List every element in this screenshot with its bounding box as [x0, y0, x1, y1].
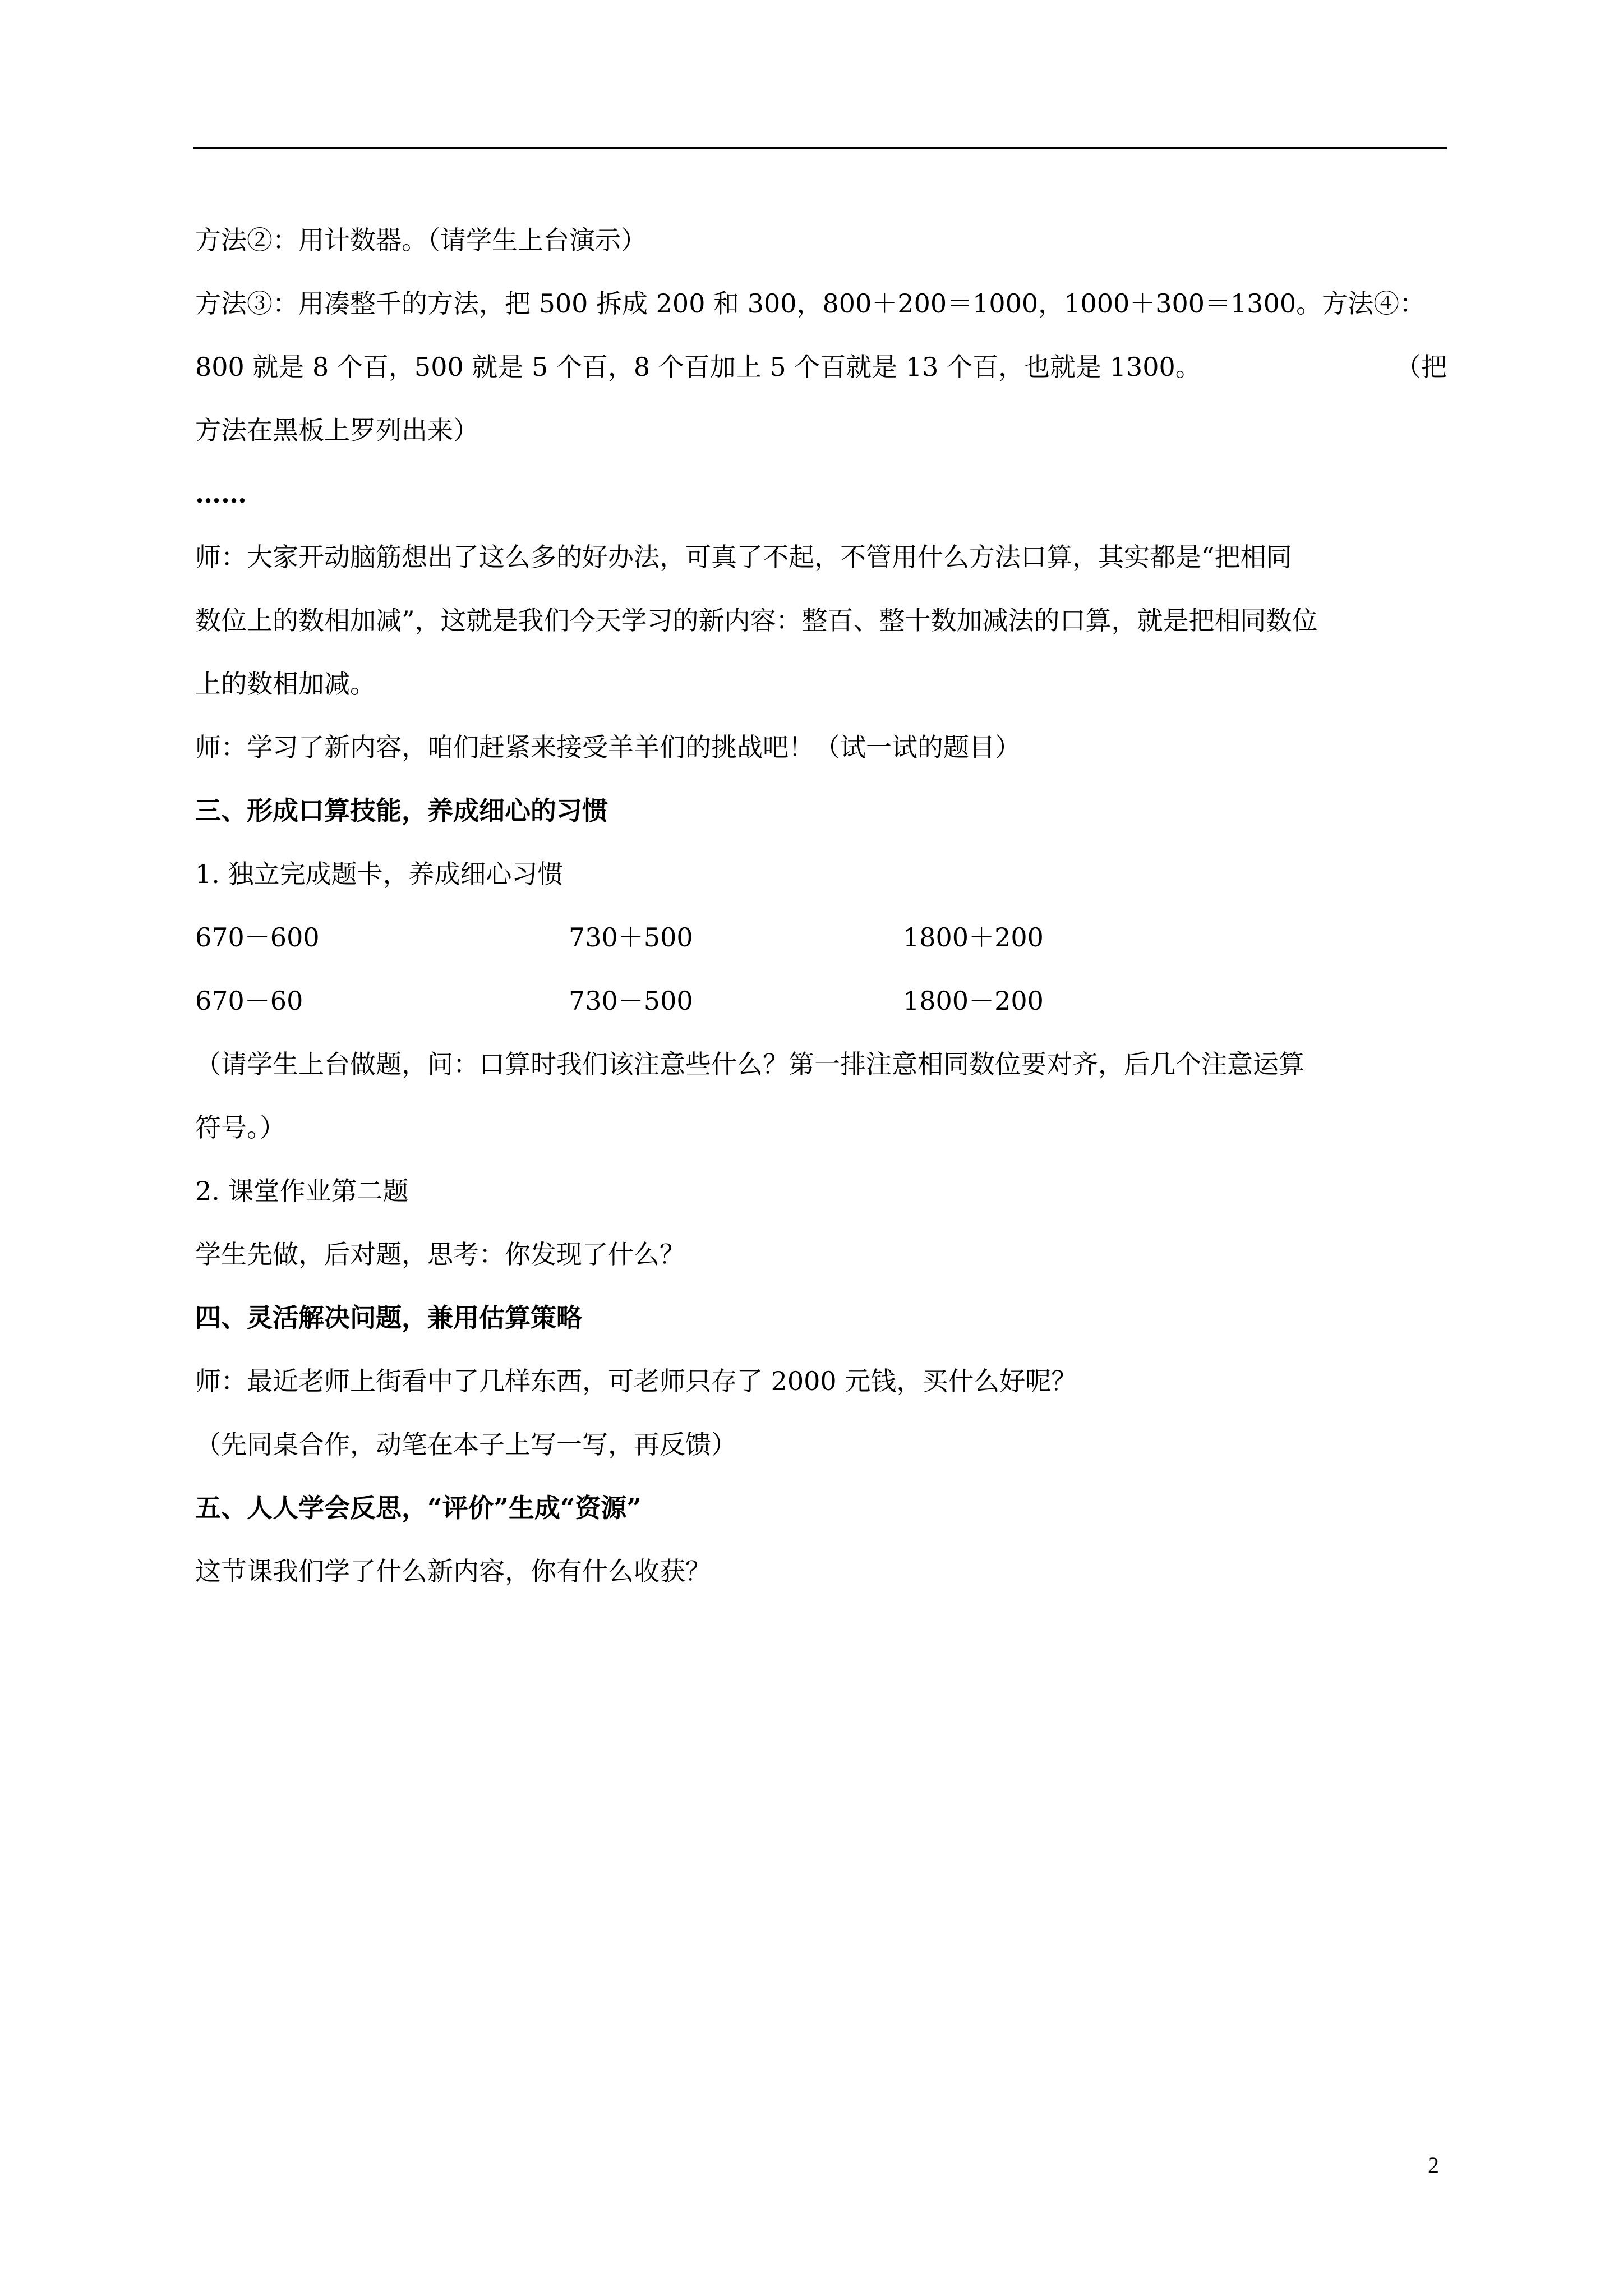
expression: 1800＋200 [903, 922, 1044, 953]
section-5-heading: 五、人人学会反思，“评价”生成“资源” [195, 1493, 642, 1523]
expression: 1800－200 [903, 986, 1044, 1016]
method-4-continuation: 方法在黑板上罗列出来） [195, 415, 479, 445]
method-4-text: 800 就是 8 个百，500 就是 5 个百，8 个百加上 5 个百就是 13 个百，也就是 1300。 [195, 352, 1201, 382]
expression: 670－600 [195, 922, 320, 953]
teacher-remark-1-line-1: 师：大家开动脑筋想出了这么多的好办法，可真了不起，不管用什么方法口算，其实都是“把相同 [195, 542, 1292, 572]
expression: 730＋500 [569, 922, 693, 953]
method-4-line [195, 335, 1447, 399]
expression-row-1 [195, 906, 1447, 969]
expression-row-2 [195, 969, 1447, 1033]
section-3-heading: 三、形成口算技能，养成细心的习惯 [195, 795, 608, 826]
section-4-teacher: 师：最近老师上街看中了几样东西，可老师只存了 2000 元钱，买什么好呢？ [195, 1366, 1077, 1396]
teacher-remark-1-line-3: 上的数相加减。 [195, 669, 376, 699]
section-3-item-1: 1. 独立完成题卡，养成细心习惯 [195, 859, 564, 889]
ellipsis: …… [195, 478, 247, 509]
method-3-text: 方法③：用凑整千的方法，把 500 拆成 200 和 300，800＋200＝1000，1000＋300＝1300。方法④： [195, 288, 1426, 319]
page-content [195, 209, 1447, 1603]
method-4-tail: （把 [1395, 352, 1447, 382]
page-number: 2 [1428, 2152, 1439, 2178]
section-3-note-line-2: 符号。） [195, 1112, 285, 1143]
method-3-line [195, 272, 1447, 335]
teacher-remark-2: 师：学习了新内容，咱们赶紧来接受羊羊们的挑战吧！（试一试的题目） [195, 732, 1021, 762]
section-3-item-2-text: 学生先做，后对题，思考：你发现了什么？ [195, 1239, 685, 1269]
section-4-heading: 四、灵活解决问题，兼用估算策略 [195, 1303, 582, 1333]
section-4-note: （先同桌合作，动笔在本子上写一写，再反馈） [195, 1429, 737, 1460]
section-3-item-2: 2. 课堂作业第二题 [195, 1176, 409, 1206]
teacher-remark-1-line-2: 数位上的数相加减”，这就是我们今天学习的新内容：整百、整十数加减法的口算，就是把相同数位 [195, 605, 1318, 636]
expression: 670－60 [195, 986, 303, 1016]
method-2-line: 方法②：用计数器。（请学生上台演示） [195, 225, 647, 255]
section-3-note-line-1: （请学生上台做题，问：口算时我们该注意些什么？第一排注意相同数位要对齐，后几个注意运算 [195, 1049, 1304, 1079]
expression: 730－500 [569, 986, 693, 1016]
header-rule [193, 147, 1447, 149]
section-5-question: 这节课我们学了什么新内容，你有什么收获？ [195, 1556, 711, 1586]
